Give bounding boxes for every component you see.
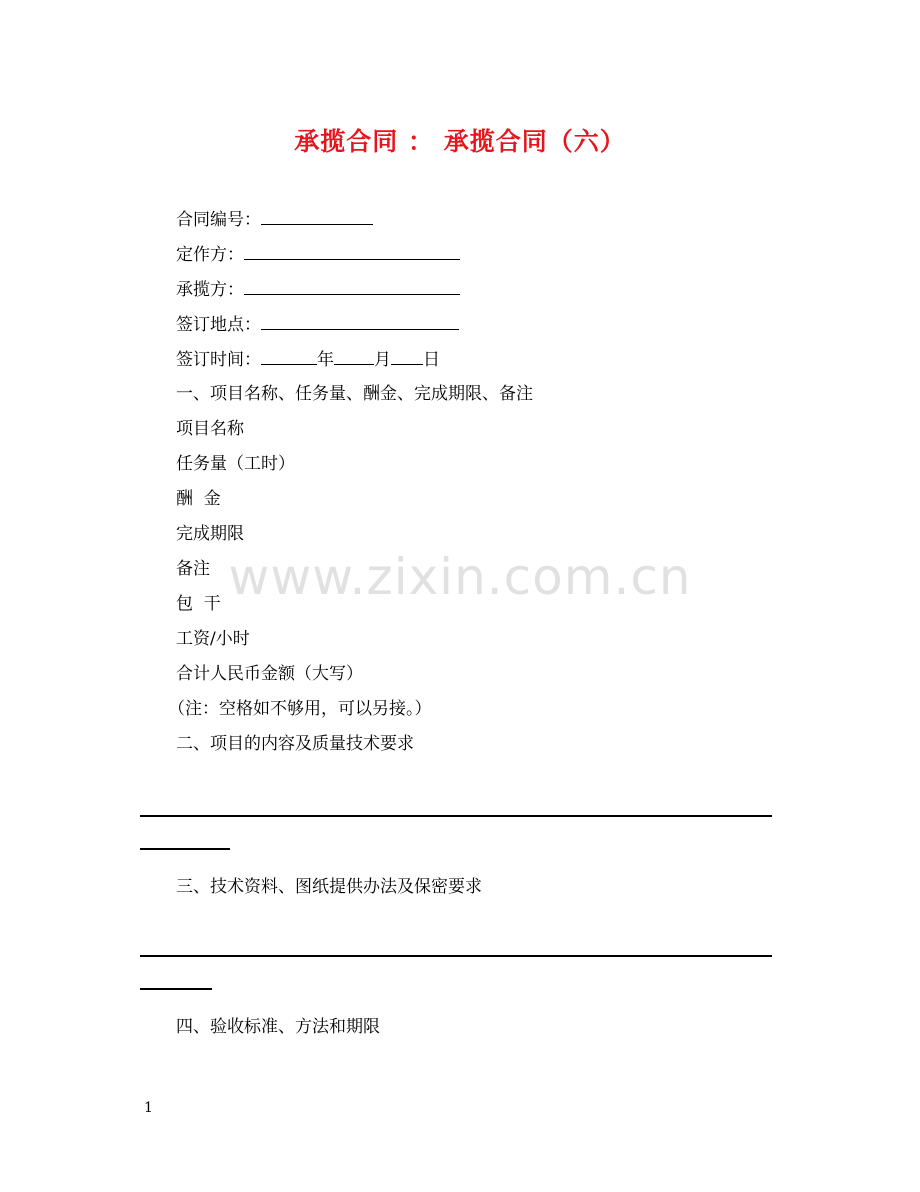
item-workload: 任务量（工时） bbox=[176, 454, 295, 474]
section-4-heading: 四、验收标准、方法和期限 bbox=[176, 1017, 380, 1037]
document-title: 承揽合同 ： 承揽合同（六） bbox=[294, 127, 626, 156]
party-b-row bbox=[176, 278, 460, 301]
time-row bbox=[176, 348, 440, 371]
item-total-amount: 合计人民币金额（大写） bbox=[176, 664, 363, 684]
item-lump-sum: 包 干 bbox=[176, 594, 221, 614]
place-blank[interactable] bbox=[261, 313, 459, 330]
item-project-name: 项目名称 bbox=[176, 419, 244, 439]
contract-number-row bbox=[176, 208, 373, 231]
section-2-fill-line-2[interactable] bbox=[140, 848, 230, 850]
contract-number-blank[interactable] bbox=[261, 208, 373, 225]
party-a-row bbox=[176, 243, 460, 266]
section-3-fill-line-2[interactable] bbox=[140, 988, 212, 990]
section-2-heading: 二、项目的内容及质量技术要求 bbox=[176, 734, 414, 754]
watermark: www.zixin.com.cn bbox=[228, 548, 692, 606]
section-1-heading: 一、项目名称、任务量、酬金、完成期限、备注 bbox=[176, 384, 533, 404]
day-blank[interactable] bbox=[391, 348, 423, 365]
item-wage-per-hour: 工资/小时 bbox=[176, 629, 250, 649]
day-label: 日 bbox=[423, 350, 440, 370]
place-label: 签订地点： bbox=[176, 315, 261, 335]
party-b-label: 承揽方： bbox=[176, 280, 244, 300]
party-b-blank[interactable] bbox=[244, 278, 460, 295]
contract-number-label: 合同编号： bbox=[176, 210, 261, 230]
place-row bbox=[176, 313, 459, 336]
year-label: 年 bbox=[317, 350, 334, 370]
month-blank[interactable] bbox=[334, 348, 374, 365]
section-3-fill-line-1[interactable] bbox=[140, 955, 772, 957]
year-blank[interactable] bbox=[261, 348, 317, 365]
page-number: 1 bbox=[144, 1100, 153, 1116]
party-a-blank[interactable] bbox=[244, 243, 460, 260]
item-remarks: 备注 bbox=[176, 559, 210, 579]
party-a-label: 定作方： bbox=[176, 245, 244, 265]
section-3-heading: 三、技术资料、图纸提供办法及保密要求 bbox=[176, 877, 482, 897]
time-label: 签订时间： bbox=[176, 350, 261, 370]
item-note: （注：空格如不够用，可以另接。） bbox=[168, 699, 432, 719]
month-label: 月 bbox=[374, 350, 391, 370]
item-deadline: 完成期限 bbox=[176, 524, 244, 544]
item-remuneration: 酬 金 bbox=[176, 489, 221, 509]
section-2-fill-line-1[interactable] bbox=[140, 815, 772, 817]
